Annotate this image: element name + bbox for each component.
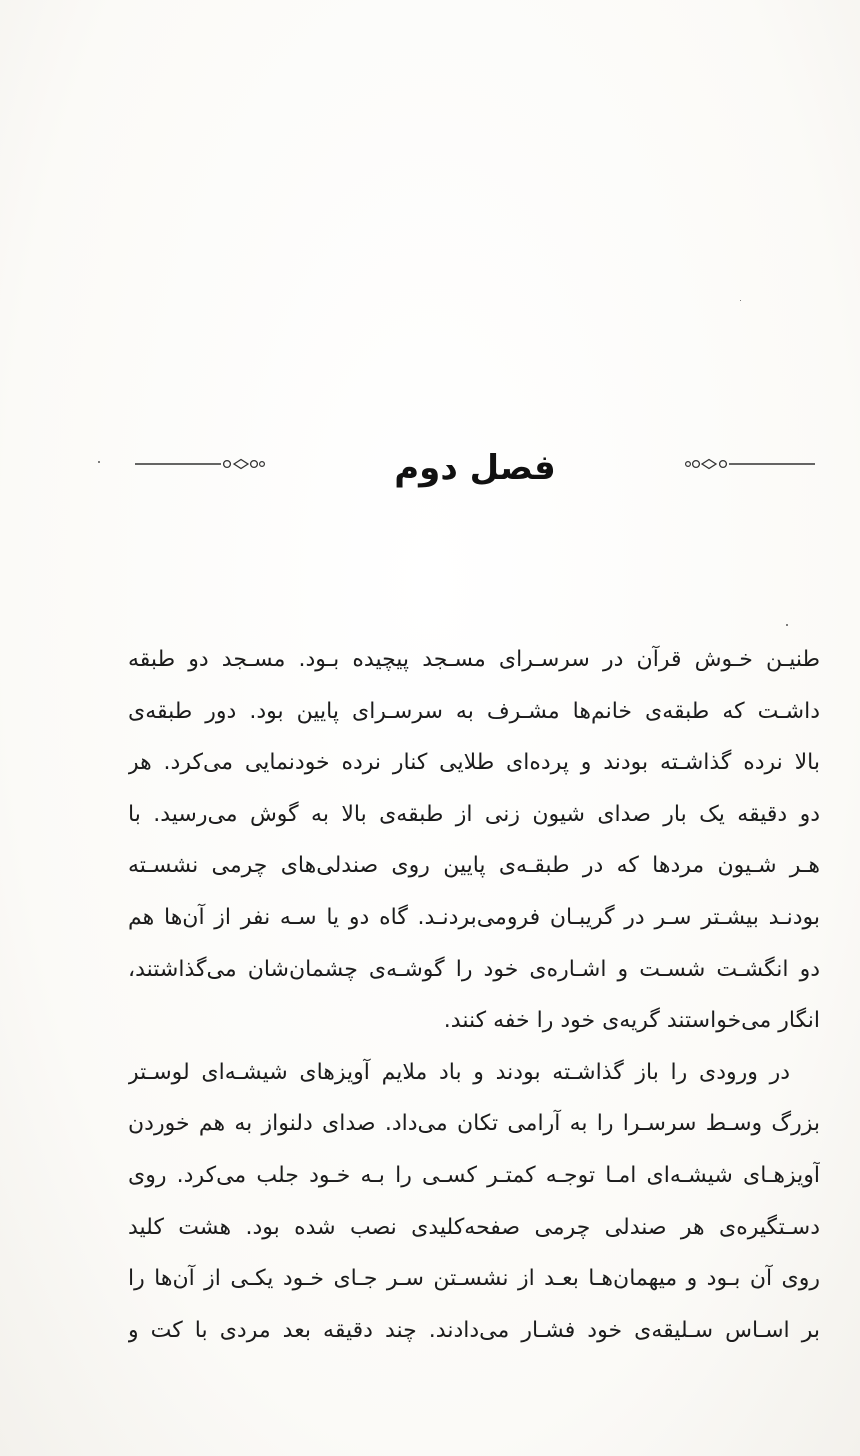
paragraph-1: [128, 634, 820, 1047]
paper-speck: [786, 624, 788, 626]
text-line: بالا نرده گذاشـته بودند و پرده‌ای طلایی کنار نرده خودنمایی می‌کرد. هر: [128, 750, 820, 776]
text-line: دو دقیقه یک بار صدای شیون زنی از طبقه‌ی بالا به گوش می‌رسید. با: [128, 801, 820, 827]
text-line: دو انگشـت شسـت و اشـاره‌ی خود را گوشـه‌ی چشمان‌شان می‌گذاشتند،: [128, 956, 820, 982]
paragraph-2: [128, 1047, 820, 1357]
chapter-body: [128, 634, 820, 1356]
chapter-title: فصل دوم: [394, 448, 556, 488]
text-line: هـر شـیون مردها که در طبقـه‌ی پایین روی صندلی‌های چرمی نشسـته: [128, 853, 820, 879]
text-line: طنیـن خـوش قرآن در سرسـرای مسـجد پیچیده بـود. مسـجد دو طبقه: [128, 647, 820, 672]
text-line: بودنـد بیشـتر سـر در گریبـان فرومی‌بردنـد. گاه دو یا سـه نفر از آن‌ها هم: [128, 904, 820, 930]
paper-speck: [740, 300, 741, 301]
text-line: بزرگ وسـط سرسـرا را به آرامی تکان می‌داد. صدای دلنواز به هم خوردن: [128, 1111, 820, 1137]
text-line: روی آن بـود و میهمان‌هـا بعـد از نشسـتن سـر جـای خـود یکـی از آن‌ها را: [128, 1266, 820, 1292]
text-line: در ورودی را باز گذاشـته بودند و باد ملایم آویزهای شیشـه‌ای لوسـتر: [128, 1059, 790, 1085]
text-line: دسـتگیره‌ی هر صندلی چرمی صفحه‌کلیدی نصب شده بود. هشت کلید: [128, 1214, 820, 1240]
right-ornament-icon: [675, 457, 820, 471]
text-line: انگار می‌خواستند گریه‌ی خود را خفه کنند.: [443, 1008, 820, 1034]
left-ornament-icon: [135, 457, 280, 471]
chapter-header: [130, 440, 820, 500]
text-line: بر اسـاس سـلیقه‌ی خود فشـار می‌دادند. چند دقیقه بعد مردی با کت و: [128, 1317, 820, 1343]
text-line: آویزهـای شیشـه‌ای امـا توجـه کمتـر کسـی را بـه خـود جلب می‌کرد. روی: [128, 1162, 820, 1188]
paper-speck: [98, 461, 100, 463]
text-line: داشـت که طبقه‌ی خانم‌ها مشـرف به سرسـرای پایین بود. دور طبقه‌ی: [128, 698, 820, 724]
